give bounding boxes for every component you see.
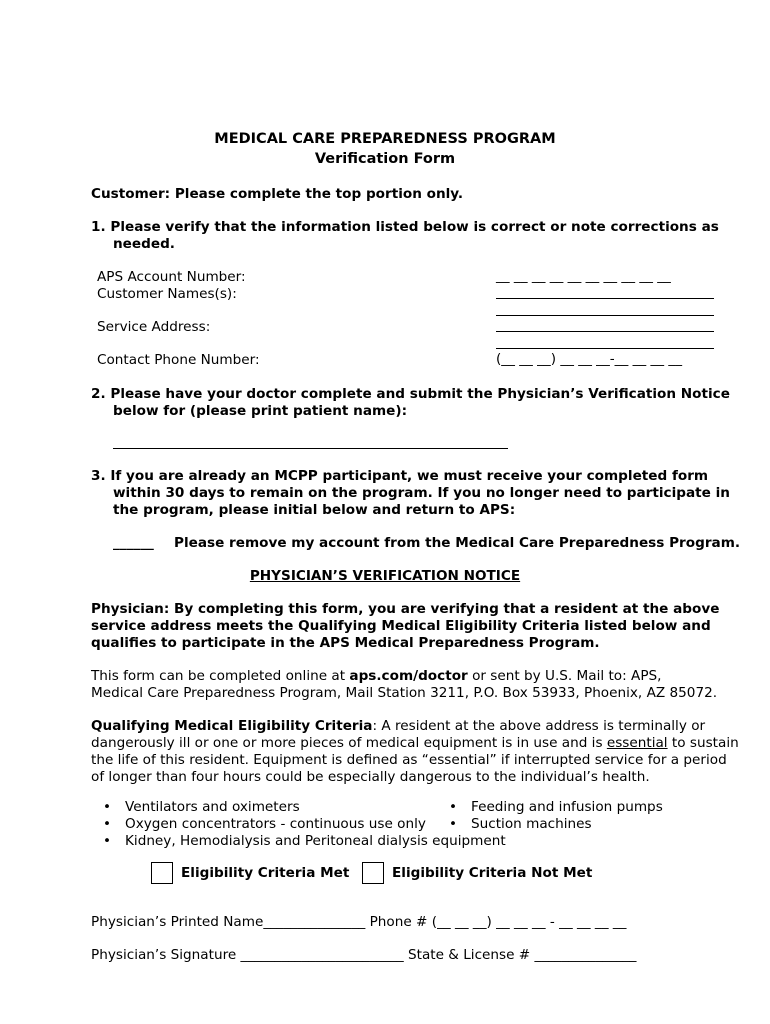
license-field[interactable]: _______________ bbox=[534, 947, 637, 963]
bullet-icon: • bbox=[449, 816, 458, 832]
printed-name-label: Physician’s Printed Name bbox=[91, 914, 264, 930]
service-address-label: Service Address: bbox=[97, 319, 211, 335]
customer-names-field-2[interactable] bbox=[496, 315, 714, 316]
signature-label: Physician’s Signature bbox=[91, 947, 241, 963]
item-3-line-3: the program, please initial below and return to APS: bbox=[113, 502, 516, 518]
criteria-met-label: Eligibility Criteria Met bbox=[181, 865, 350, 881]
physician-phone-label: Phone # bbox=[369, 914, 432, 930]
item-2-line-1: 2. Please have your doctor complete and submit the Physician’s Verification Notice bbox=[91, 386, 730, 402]
patient-name-field[interactable] bbox=[113, 448, 508, 449]
criteria-line-1 bbox=[91, 718, 705, 735]
equipment-item: Ventilators and oximeters bbox=[125, 799, 300, 815]
bullet-icon: • bbox=[103, 833, 112, 849]
item-3-line-2: within 30 days to remain on the program. If you no longer need to participate in bbox=[113, 485, 730, 501]
criteria-not-met-checkbox[interactable] bbox=[362, 862, 384, 884]
criteria-line-4: of longer than four hours could be especially dangerous to the individual’s health. bbox=[91, 769, 650, 785]
mail-address-line: Medical Care Preparedness Program, Mail Station 3211, P.O. Box 53933, Phoenix, AZ 85072. bbox=[91, 685, 718, 701]
equipment-item: Suction machines bbox=[471, 816, 592, 832]
physician-notice-heading: PHYSICIAN’S VERIFICATION NOTICE bbox=[249, 568, 521, 584]
account-number-label: APS Account Number: bbox=[97, 269, 246, 285]
license-label: State & License # bbox=[408, 947, 535, 963]
physician-intro-line-3: qualifies to participate in the APS Medical Preparedness Program. bbox=[91, 635, 600, 651]
customer-instruction: Customer: Please complete the top portion only. bbox=[91, 186, 464, 202]
criteria-line-2-post: to sustain bbox=[667, 735, 739, 751]
form-title: MEDICAL CARE PREPAREDNESS PROGRAM bbox=[214, 131, 556, 147]
physician-intro-line-2: service address meets the Qualifying Medical Eligibility Criteria listed below and bbox=[91, 618, 711, 634]
criteria-line-2-pre: dangerously ill or one or more pieces of medical equipment is in use and is bbox=[91, 735, 607, 751]
customer-names-field[interactable] bbox=[496, 298, 714, 299]
item-2-line-2: below for (please print patient name): bbox=[113, 403, 408, 419]
essential-word: essential bbox=[606, 735, 668, 751]
contact-phone-label: Contact Phone Number: bbox=[97, 352, 260, 368]
criteria-line-1-rest: : A resident at the above address is terminally or bbox=[372, 718, 706, 734]
initial-field[interactable]: ______ bbox=[113, 535, 154, 551]
item-3-line-1: 3. If you are already an MCPP participant, we must receive your completed form bbox=[91, 468, 709, 484]
bullet-icon: • bbox=[103, 816, 112, 832]
equipment-item: Oxygen concentrators - continuous use only bbox=[125, 816, 426, 832]
contact-phone-field[interactable]: (__ __ __) __ __ __-__ __ __ __ bbox=[496, 351, 683, 367]
customer-names-label: Customer Names(s): bbox=[97, 286, 237, 302]
printed-name-row bbox=[91, 914, 626, 931]
remove-account-text: Please remove my account from the Medical Care Preparedness Program. bbox=[174, 535, 741, 551]
item-1-line-2: needed. bbox=[113, 236, 175, 252]
equipment-item: Kidney, Hemodialysis and Peritoneal dialysis equipment bbox=[125, 833, 506, 849]
physician-phone-field[interactable]: (__ __ __) __ __ __ - __ __ __ __ bbox=[431, 914, 627, 930]
account-number-field[interactable]: __ __ __ __ __ __ __ __ __ __ bbox=[496, 268, 671, 284]
service-address-field-2[interactable] bbox=[496, 348, 714, 349]
criteria-met-checkbox[interactable] bbox=[151, 862, 173, 884]
aps-doctor-link[interactable]: aps.com/doctor bbox=[349, 668, 468, 684]
criteria-not-met-label: Eligibility Criteria Not Met bbox=[392, 865, 593, 881]
online-suffix: or sent by U.S. Mail to: APS, bbox=[467, 668, 662, 684]
printed-name-field[interactable]: _______________ bbox=[263, 914, 366, 930]
bullet-icon: • bbox=[449, 799, 458, 815]
online-prefix: This form can be completed online at bbox=[91, 668, 350, 684]
service-address-field[interactable] bbox=[496, 331, 714, 332]
bullet-icon: • bbox=[103, 799, 112, 815]
signature-row bbox=[91, 947, 636, 964]
physician-intro-line-1: Physician: By completing this form, you are verifying that a resident at the above bbox=[91, 601, 720, 617]
item-1-line-1: 1. Please verify that the information listed below is correct or note corrections as bbox=[91, 219, 719, 235]
criteria-line-3: the life of this resident. Equipment is defined as “essential” if interrupted service for a period bbox=[91, 752, 727, 768]
online-line bbox=[91, 668, 661, 685]
equipment-item: Feeding and infusion pumps bbox=[471, 799, 663, 815]
criteria-label: Qualifying Medical Eligibility Criteria bbox=[91, 718, 373, 734]
criteria-line-2 bbox=[91, 735, 739, 752]
signature-field[interactable]: ________________________ bbox=[240, 947, 404, 963]
form-subtitle: Verification Form bbox=[314, 151, 456, 167]
